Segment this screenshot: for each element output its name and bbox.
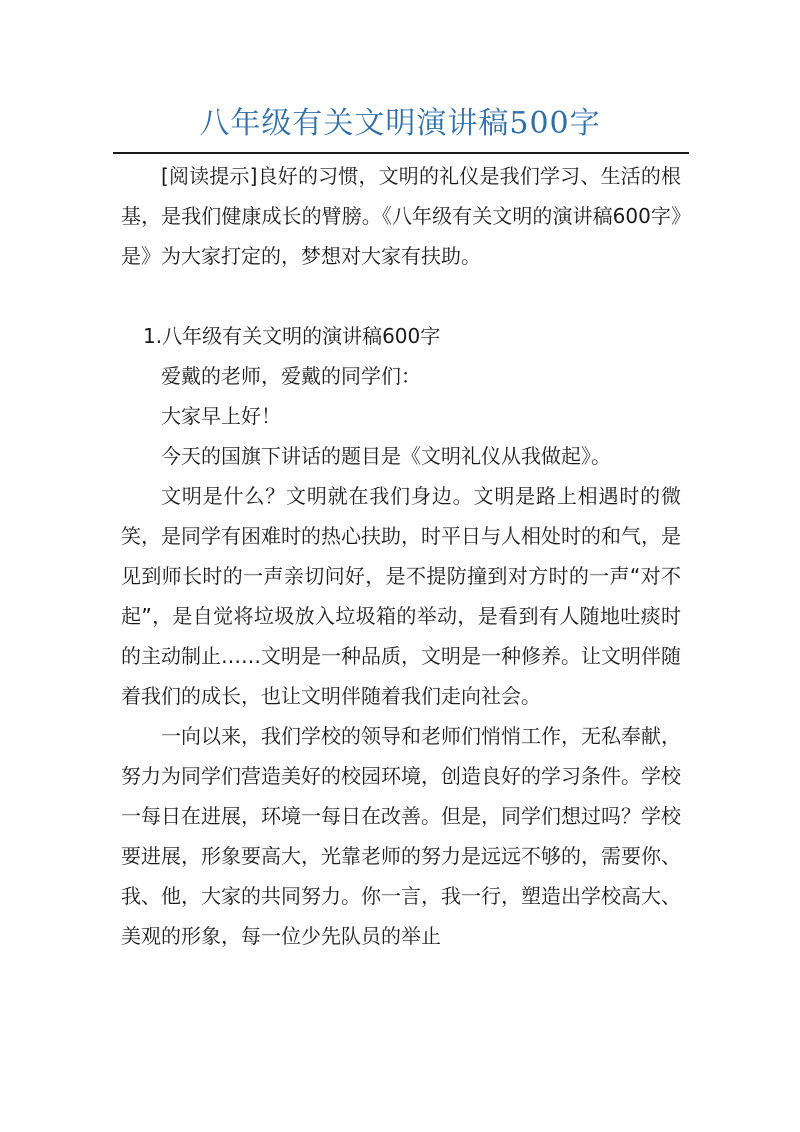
body-paragraph: 文明是什么？文明就在我们身边。文明是路上相遇时的微笑，是同学有困难时的热心扶助，时平日与人相处时的和气，是见到师长时的一声亲切问好，是不提防撞到对方时的一声“对不起”，是自觉将垃圾放入垃圾箱的举动，是看到有人随地吐痰时的主动制止……文明是一种品质，文明是一种修养。让文明伴随着我们的成长，也让文明伴随着我们走向社会。 (121, 484, 681, 708)
document-title: 八年级有关文明演讲稿500字 (199, 106, 601, 141)
greeting-line: 大家早上好！ (161, 404, 281, 428)
document-body (121, 156, 681, 956)
topic-line: 今天的国旗下讲话的题目是《文明礼仪从我做起》。 (161, 444, 611, 468)
section-heading: 1.八年级有关文明的演讲稿600字 (143, 324, 441, 348)
title-divider (113, 152, 689, 154)
body-paragraph: 一向以来，我们学校的领导和老师们悄悄工作，无私奉献，努力为同学们营造美好的校园环境，创造良好的学习条件。学校一每日在进展，环境一每日在改善。但是，同学们想过吗？学校要进展，形象要高大，光靠老师的努力是远远不够的，需要你、我、他，大家的共同努力。你一言，我一行，塑造出学校高大、美观的形象，每一位少先队员的举止 (121, 724, 681, 948)
paragraph-spacer (121, 276, 681, 316)
salutation-line: 爱戴的老师，爱戴的同学们： (161, 364, 421, 388)
intro-paragraph: [阅读提示]良好的习惯，文明的礼仪是我们学习、生活的根基，是我们健康成长的臂膀。《八年级有关文明的演讲稿600字》是》为大家打定的，梦想对大家有扶助。 (121, 164, 681, 268)
